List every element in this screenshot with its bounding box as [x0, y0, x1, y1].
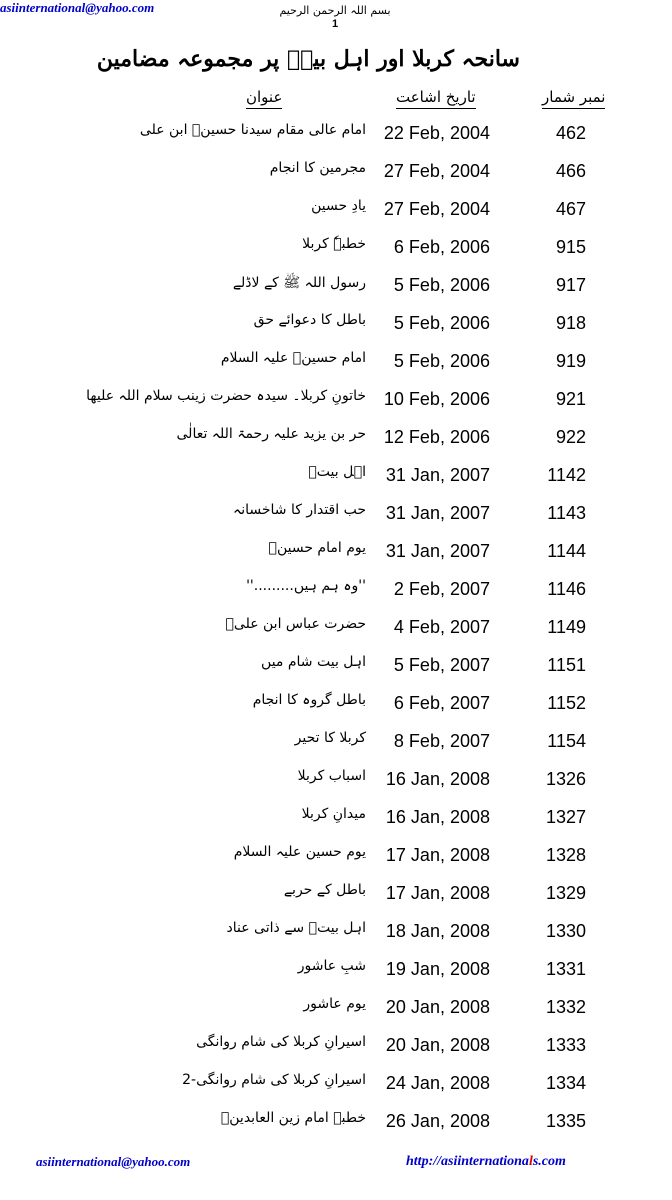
row-number: 1142 [547, 465, 586, 485]
table-row [0, 954, 672, 992]
row-title: باطل گروہ کا انجام [252, 692, 366, 708]
row-date: 10 Feb, 2006 [383, 389, 490, 409]
table-row [0, 308, 672, 346]
table-row [0, 1068, 672, 1106]
row-title: رسول اللہ ﷺ کے لاڈلے [232, 275, 366, 291]
row-title: اہل بیتؑ [308, 464, 366, 480]
footer-email-link[interactable]: asiinternational@yahoo.com [36, 1154, 191, 1169]
table-row [0, 1030, 672, 1068]
row-title: اسباب کربلا [297, 768, 366, 784]
row-title: یوم عاشور [303, 996, 366, 1012]
row-date: 8 Feb, 2007 [393, 731, 490, 751]
row-date: 16 Jan, 2008 [385, 769, 490, 789]
row-number: 921 [555, 389, 586, 409]
website-part-1: http://asiinternationa [406, 1154, 529, 1169]
row-title: میدانِ کربلا [301, 806, 366, 822]
row-date: 24 Jan, 2008 [385, 1073, 490, 1093]
row-date: 17 Jan, 2008 [385, 883, 490, 903]
row-date: 27 Feb, 2004 [383, 161, 490, 181]
header-email-link[interactable]: asiinternational@yahoo.com [0, 0, 155, 15]
row-number: 1327 [545, 807, 586, 827]
table-row [0, 878, 672, 916]
table-row [0, 574, 672, 612]
row-date: 31 Jan, 2007 [385, 541, 490, 561]
table-row [0, 384, 672, 422]
row-number: 1334 [545, 1073, 586, 1093]
row-number: 1144 [547, 541, 586, 561]
table-row [0, 536, 672, 574]
row-number: 1143 [547, 503, 586, 523]
row-number: 1333 [545, 1035, 586, 1055]
row-number: 1149 [547, 617, 586, 637]
table-row [0, 688, 672, 726]
column-header-title: عنوان [246, 88, 282, 109]
row-date: 26 Jan, 2008 [385, 1111, 490, 1131]
row-date: 12 Feb, 2006 [383, 427, 490, 447]
row-number: 919 [555, 351, 586, 371]
row-title: باطل کا دعوائے حق [253, 312, 366, 328]
table-row [0, 840, 672, 878]
table-row [0, 992, 672, 1030]
row-number: 462 [555, 123, 586, 143]
website-part-2: s.com [532, 1154, 566, 1169]
table-row [0, 270, 672, 308]
row-title: خاتونِ کربلا۔ سیدہ حضرت زینب سلام اللہ علیھا [86, 388, 366, 404]
row-title: امام عالی مقام سیدنا حسینؑ ابن علی [139, 122, 366, 138]
row-number: 1330 [545, 921, 586, 941]
table-row [0, 156, 672, 194]
row-title: اسیرانِ کربلا کی شام روانگی [196, 1034, 366, 1050]
table-row [0, 460, 672, 498]
row-date: 5 Feb, 2007 [393, 655, 490, 675]
row-date: 4 Feb, 2007 [393, 617, 490, 637]
table-row [0, 194, 672, 232]
row-title: شبِ عاشور [297, 958, 366, 974]
row-number: 1328 [545, 845, 586, 865]
row-number: 467 [555, 199, 586, 219]
row-number: 1332 [545, 997, 586, 1017]
row-number: 1151 [547, 655, 586, 675]
row-date: 17 Jan, 2008 [385, 845, 490, 865]
row-number: 1152 [547, 693, 586, 713]
row-date: 31 Jan, 2007 [385, 503, 490, 523]
row-date: 5 Feb, 2006 [393, 351, 490, 371]
bismillah-text: بسم اللہ الرحمن الرحیم [279, 4, 391, 17]
row-date: 6 Feb, 2006 [393, 237, 490, 257]
row-title: اہل بیت شام میں [261, 654, 366, 670]
row-date: 16 Jan, 2008 [385, 807, 490, 827]
row-number: 466 [555, 161, 586, 181]
table-row [0, 802, 672, 840]
row-date: 19 Jan, 2008 [385, 959, 490, 979]
row-title: امام حسینؑ علیہ السلام [220, 350, 366, 366]
row-title: حب اقتدار کا شاخسانہ [233, 502, 366, 518]
row-title: اسیرانِ کربلا کی شام روانگی-2 [182, 1072, 366, 1088]
row-number: 1154 [547, 731, 586, 751]
row-title: حر بن یزید علیہ رحمۃ اللہ تعالٰی [176, 426, 366, 442]
table-row [0, 612, 672, 650]
row-title: مجرمین کا انجام [269, 160, 366, 176]
row-number: 1326 [545, 769, 586, 789]
row-date: 27 Feb, 2004 [383, 199, 490, 219]
table-row [0, 498, 672, 536]
row-number: 915 [555, 237, 586, 257]
row-number: 1331 [545, 959, 586, 979]
row-number: 1335 [545, 1111, 586, 1131]
row-title: یادِ حسین [311, 198, 366, 214]
row-date: 20 Jan, 2008 [385, 997, 490, 1017]
table-row [0, 232, 672, 270]
row-number: 917 [555, 275, 586, 295]
row-date: 31 Jan, 2007 [385, 465, 490, 485]
row-date: 5 Feb, 2006 [393, 313, 490, 333]
column-header-date: تاریخ اشاعت [396, 88, 476, 109]
footer-website-link[interactable] [406, 1154, 566, 1170]
table-row [0, 422, 672, 460]
row-date: 18 Jan, 2008 [385, 921, 490, 941]
row-title: اہل بیتؑ سے ذاتی عناد [226, 920, 366, 936]
row-title: خطبہ امام زین العابدینؒ [220, 1110, 366, 1126]
row-date: 22 Feb, 2004 [383, 123, 490, 143]
articles-table [0, 118, 672, 1144]
row-title: یوم امام حسینؑ [268, 540, 366, 556]
row-title: ''وہ ہم ہیں.........'' [246, 578, 366, 594]
row-number: 1146 [547, 579, 586, 599]
row-number: 922 [555, 427, 586, 447]
table-row [0, 650, 672, 688]
website-part-red: l [528, 1154, 533, 1169]
row-title: یوم حسین علیہ السلام [233, 844, 366, 860]
row-title: کربلا کا تحیر [294, 730, 366, 746]
table-row [0, 118, 672, 156]
row-title: حضرت عباس ابن علیؑ [225, 616, 366, 632]
row-title: خطبہٗ کربلا [302, 236, 366, 252]
row-number: 918 [555, 313, 586, 333]
table-row [0, 346, 672, 384]
page-number: 1 [331, 18, 339, 30]
row-date: 6 Feb, 2007 [393, 693, 490, 713]
table-row [0, 726, 672, 764]
table-row [0, 916, 672, 954]
row-date: 2 Feb, 2007 [393, 579, 490, 599]
row-title: باطل کے حربے [283, 882, 366, 898]
table-row [0, 764, 672, 802]
row-date: 20 Jan, 2008 [385, 1035, 490, 1055]
row-date: 5 Feb, 2006 [393, 275, 490, 295]
table-row [0, 1106, 672, 1144]
row-number: 1329 [545, 883, 586, 903]
document-title: سانحہ کربلا اور اہل بیتؑ پر مجموعہ مضامین [96, 46, 520, 72]
column-header-number: نمبر شمار [542, 88, 605, 109]
